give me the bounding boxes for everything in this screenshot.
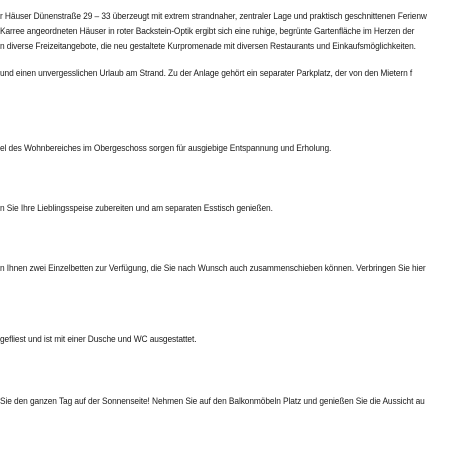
living-area-text: el des Wohnbereiches im Obergeschoss sorgen für ausgiebige Entspannung und Erholung. — [0, 143, 332, 153]
balcony-text: Sie den ganzen Tag auf der Sonnenseite! Nehmen Sie auf den Balkonmöbeln Platz und genießen Sie die Aussicht au — [0, 396, 425, 406]
description-line-2: Karree angeordneten Häuser in roter Backstein-Optik ergibt sich eine ruhige, begrünte Gartenfläche im Herzen der — [0, 26, 415, 36]
description-line-1: r Häuser Dünenstraße 29 – 33 überzeugt mit extrem strandnaher, zentraler Lage und praktisch geschnittenen Ferienw — [0, 11, 427, 21]
description-line-4: und einen unvergesslichen Urlaub am Strand. Zu der Anlage gehört ein separater Parkplatz, der von den Mietern f — [0, 68, 413, 78]
description-line-3: n diverse Freizeitangebote, die neu gestaltete Kurpromenade mit diversen Restaurants und Einkaufsmöglichkeiten. — [0, 41, 416, 51]
bedroom-text: n Ihnen zwei Einzelbetten zur Verfügung, die Sie nach Wunsch auch zusammenschieben können. Verbringen Sie hier — [0, 263, 426, 273]
kitchen-text: n Sie Ihre Lieblingsspeise zubereiten und am separaten Esstisch genießen. — [0, 203, 273, 213]
bathroom-text: gefliest und ist mit einer Dusche und WC ausgestattet. — [0, 334, 197, 344]
